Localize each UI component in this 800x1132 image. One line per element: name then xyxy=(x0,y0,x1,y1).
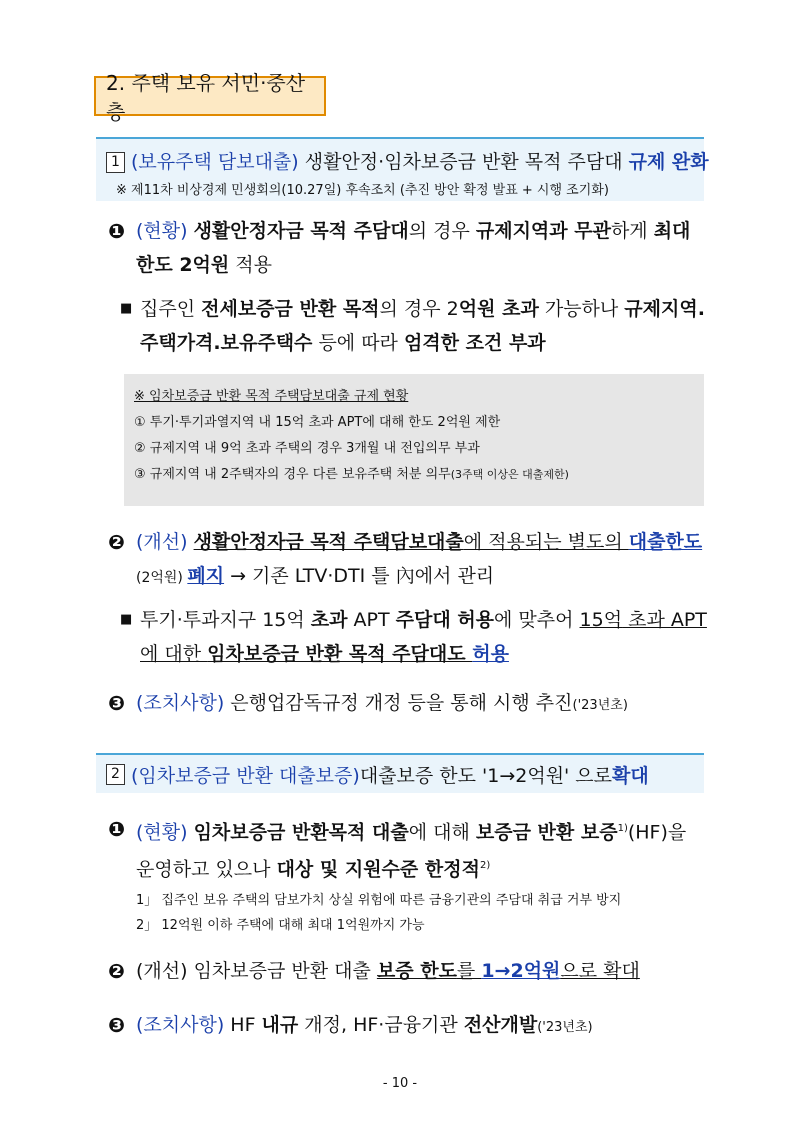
circled-number-1: ❶ xyxy=(108,817,125,841)
paragraph-4: ❶ (현황) 임차보증금 반환목적 대출에 대해 보증금 반환 보증$^{1)}$(HF)을 운영하고 있으나 대상 및 지원수준 한정적$^{2)}$ xyxy=(108,812,708,887)
item1-heading-band xyxy=(96,137,709,201)
page-number: - 10 - xyxy=(382,1076,418,1091)
circled-number-1: ❶ xyxy=(108,219,125,243)
paragraph-3: ❸ (조치사항) 은행업감독규정 개정 등을 통해 시행 추진('23년초) xyxy=(108,686,708,723)
circled-number-3: ❸ xyxy=(108,1013,125,1037)
item1-heading: 1 (보유주택 담보대출) 생활안정·임차보증금 반환 목적 주담대 규제 완화 xyxy=(106,147,709,174)
item1-heading-emphasis: 규제 완화 xyxy=(628,151,709,173)
circled-number-2: ❷ xyxy=(108,959,125,983)
section-title: 2. 주택 보유 서민·중산층 xyxy=(94,76,326,116)
footnote-2: 2」 12억원 이하 주택에 대해 최대 1억원까지 가능 xyxy=(136,918,425,933)
item1-note: ※ 제11차 비상경제 민생회의(10.27일) 후속조치 (추진 방안 확정 발표 + 시행 조기화) xyxy=(116,183,609,198)
regulation-status-box xyxy=(124,374,704,506)
footnote-1: 1」 집주인 보유 주택의 담보가치 상실 위험에 따른 금융기관의 주담대 취급 거부 방지 xyxy=(136,893,622,908)
paragraph-5: ❷ (개선) 임차보증금 반환 대출 보증 한도를 1→2억원으로 확대 xyxy=(108,954,708,988)
paragraph-2: ❷ (개선) 생활안정자금 목적 주택담보대출에 적용되는 별도의 대출한도(2억원) 폐지 → 기존 LTV·DTI 틀 內에서 관리 xyxy=(108,525,708,595)
paragraph-6: ❸ (조치사항) HF 내규 개정, HF·금융기관 전산개발('23년초) xyxy=(108,1008,708,1045)
box-title: ※ 임차보증금 반환 목적 주택담보대출 규제 현황 xyxy=(134,389,409,404)
box-line-2: ② 규제지역 내 9억 초과 주택의 경우 3개월 내 전입의무 부과 xyxy=(134,441,480,456)
item1-heading-tag: (보유주택 담보대출) xyxy=(131,151,299,173)
square-bullet-icon: ■ xyxy=(120,301,133,316)
item2-heading-band: 2 (임차보증금 반환 대출보증) 대출보증 한도 '1→2억원' 으로 확대 xyxy=(96,753,704,793)
item1-number-box: 1 xyxy=(106,152,125,173)
square-bullet-icon: ■ xyxy=(120,612,133,627)
paragraph-1: ❶ (현황) 생활안정자금 목적 주담대의 경우 규제지역과 무관하게 최대한도 2억원 적용 xyxy=(108,214,708,282)
circled-number-2: ❷ xyxy=(108,530,125,554)
bullet-2: ■ 투기·투과지구 15억 초과 APT 주담대 허용에 맞추어 15억 초과 APT에 대한 임차보증금 반환 목적 주담대도 허용 xyxy=(120,603,710,671)
item2-heading-emphasis: 확대 xyxy=(612,764,649,787)
item2-heading-tag: (임차보증금 반환 대출보증) xyxy=(131,764,360,787)
box-line-1: ① 투기·투기과열지역 내 15억 초과 APT에 대해 한도 2억원 제한 xyxy=(134,415,501,430)
bullet-1: ■ 집주인 전세보증금 반환 목적의 경우 2억원 초과 가능하나 규제지역.주택가격.보유주택수 등에 따라 엄격한 조건 부과 xyxy=(120,292,710,360)
circled-number-3: ❸ xyxy=(108,691,125,715)
box-line-3: ③ 규제지역 내 2주택자의 경우 다른 보유주택 처분 의무(3주택 이상은 대출제한) xyxy=(134,467,569,482)
item2-number-box: 2 xyxy=(106,764,125,785)
